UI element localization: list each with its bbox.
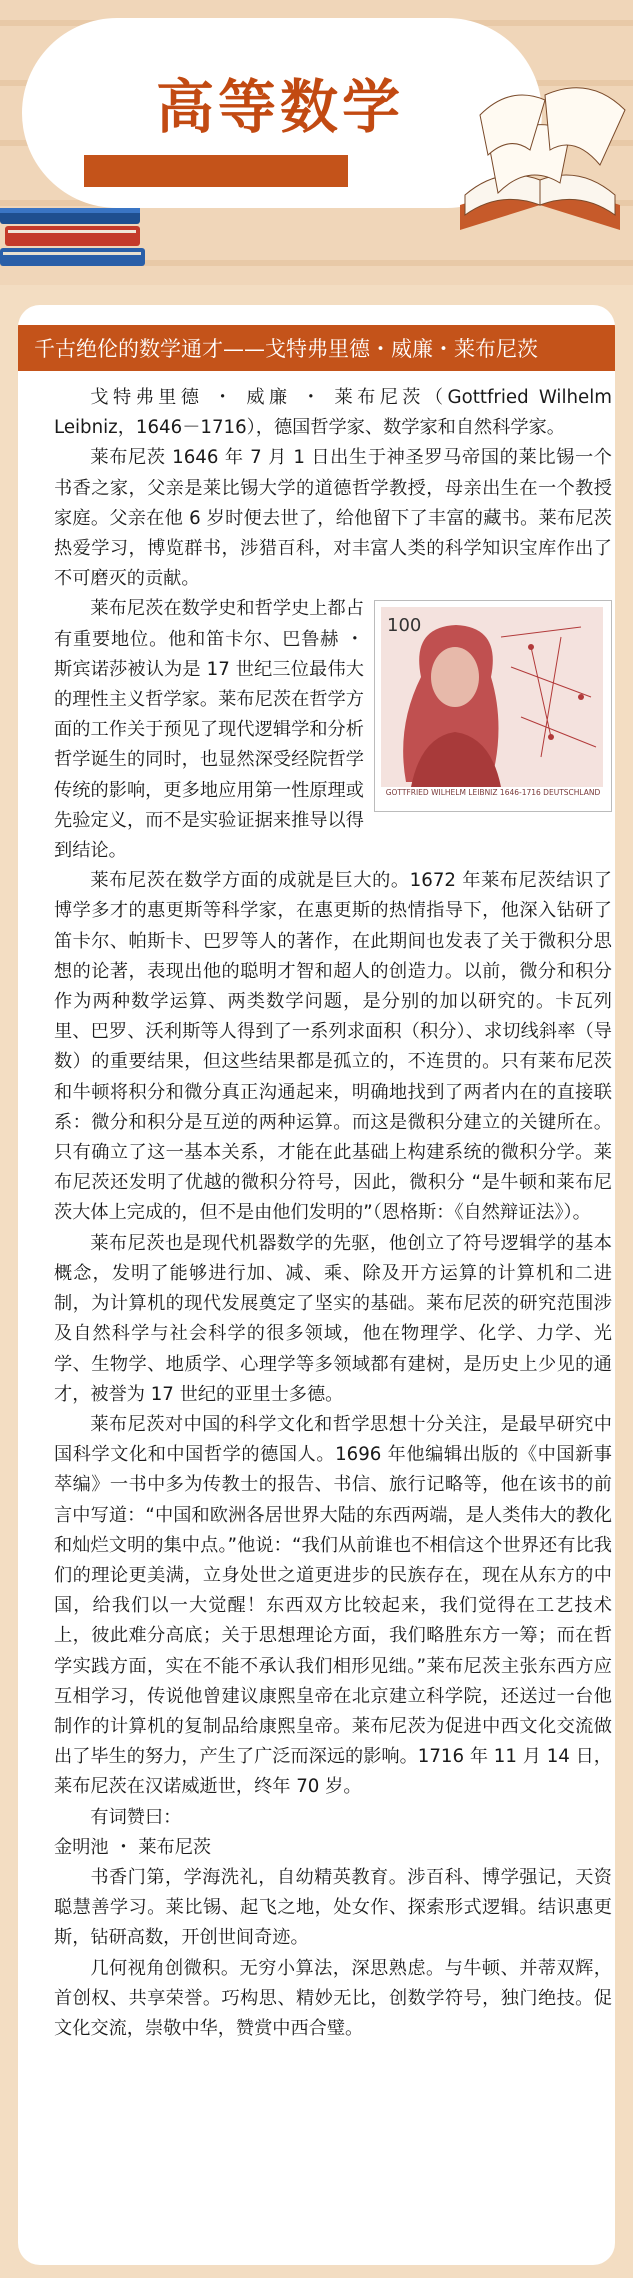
article-card <box>18 305 615 2265</box>
book-stack-icon <box>0 200 150 275</box>
paragraph-poem-intro: 有词赞曰： <box>90 1806 182 1828</box>
open-book-icon <box>450 55 630 250</box>
poem-title: 金明池 ・ 莱布尼茨 <box>54 1836 212 1858</box>
poem-stanza-2: 几何视角创微积。无穷小算法，深思熟虑。与牛顿、并蒂双辉，首创权、共享荣誉。巧构思、精妙无比，创数学符号，独门绝技。促文化交流，崇敬中华，赞赏中西合璧。 <box>54 1957 612 2039</box>
article-title-bar <box>18 325 615 371</box>
article-title: 千古绝伦的数学通才——戈特弗里德・威廉・莱布尼茨 <box>34 337 538 361</box>
stamp-value: 100 <box>387 615 422 637</box>
leibniz-stamp-image <box>374 600 612 812</box>
paragraph-birth: 莱布尼茨 1646 年 7 月 1 日出生于神圣罗马帝国的莱比锡一个书香之家，父亲是莱比锡大学的道德哲学教授，母亲出生在一个教授家庭。父亲在他 6 岁时便去世了，给他留下了丰富的藏书。莱布尼茨热爱学习，博览群书，涉猎百科，对丰富人类的科学知识宝库作出了不可磨灭的贡献。 <box>54 447 612 590</box>
page-title: 高等数学 <box>155 73 404 141</box>
poem-stanza-1: 书香门第，学海洗礼，自幼精英教育。涉百科、博学强记，天资聪慧善学习。莱比锡、起飞之地，处女作、探索形式逻辑。结识惠更斯，钻研高数，开创世间奇迹。 <box>54 1866 612 1949</box>
title-underline-bar <box>84 155 348 187</box>
header-banner <box>0 0 633 285</box>
paragraph-intro: 戈特弗里德 ・ 威廉 ・ 莱布尼茨（Gottfried Wilhelm Leibniz，1646－1716），德国哲学家、数学家和自然科学家。 <box>54 387 612 439</box>
paragraph-china: 莱布尼茨对中国的科学文化和哲学思想十分关注，是最早研究中国科学文化和中国哲学的德国人。1696 年他编辑出版的《中国新事萃编》一书中多为传教士的报告、书信、旅行记略等，他在该书的前言中写道：“中国和欧洲各居世界大陆的东西两端，是人类伟大的教化和灿烂文明的集中点。”他说：“我们从前谁也不相信这个世界还有比我们的理论更美满，立身处世之道更进步的民族存在，现在从东方的中国，给我们以一大觉醒！东西双方比较起来，我们觉得在工艺技术上，彼此难分高底；关于思想理论方面，我们略胜东方一筹；而在哲学实践方面，实在不能不承认我们相形见绌。”莱布尼茨主张东西方应互相学习，传说他曾建议康熙皇帝在北京建立科学院，还送过一台他制作的计算机的复制品给康熙皇帝。莱布尼茨为促进中西文化交流做出了毕生的努力，产生了广泛而深远的影响。1716 年 11 月 14 日，莱布尼茨在汉诺威逝世，终年 70 岁。 <box>54 1413 612 1798</box>
stamp-caption: GOTTFRIED WILHELM LEIBNIZ 1646-1716 DEUTSCHLAND <box>385 788 601 798</box>
paragraph-mathematics: 莱布尼茨在数学方面的成就是巨大的。1672 年莱布尼茨结识了博学多才的惠更斯等科学家，在惠更斯的热情指导下，他深入钻研了笛卡尔、帕斯卡、巴罗等人的著作，在此期间也发表了关于微积分思想的论著，表现出他的聪明才智和超人的创造力。以前，微分和积分作为两种数学运算、两类数学问题，是分别的加以研究的。卡瓦列里、巴罗、沃利斯等人得到了一系列求面积（积分）、求切线斜率（导数）的重要结果，但这些结果都是孤立的，不连贯的。只有莱布尼茨和牛顿将积分和微分真正沟通起来，明确地找到了两者内在的直接联系：微分和积分是互逆的两种运算。而这是微积分建立的关键所在。只有确立了这一基本关系，才能在此基础上构建系统的微积分学。莱布尼茨还发明了优越的微积分符号，因此，微积分 “是牛顿和莱布尼茨大体上完成的，但不是由他们发明的”（恩格斯：《自然辩证法》）。 <box>54 870 612 1224</box>
article-body <box>54 383 612 2044</box>
paragraph-computing: 莱布尼茨也是现代机器数学的先驱，他创立了符号逻辑学的基本概念，发明了能够进行加、减、乘、除及开方运算的计算机和二进制，为计算机的现代发展奠定了坚实的基础。莱布尼茨的研究范围涉及自然科学与社会科学的很多领域，他在物理学、化学、力学、光学、生物学、地质学、心理学等多领域都有建树，是历史上少见的通才，被誉为 17 世纪的亚里士多德。 <box>54 1232 612 1405</box>
paragraph-philosophy: 莱布尼茨在数学史和哲学史上都占有重要地位。他和笛卡尔、巴鲁赫 ・ 斯宾诺莎被认为是 17 世纪三位最伟大的理性主义哲学家。莱布尼茨在哲学方面的工作关于预见了现代逻辑学和分析哲学诞生的同时，也显然深受经院哲学传统的影响，更多地应用第一性原理或先验定义，而不是实验证据来推导以得到结论。 <box>54 598 364 862</box>
